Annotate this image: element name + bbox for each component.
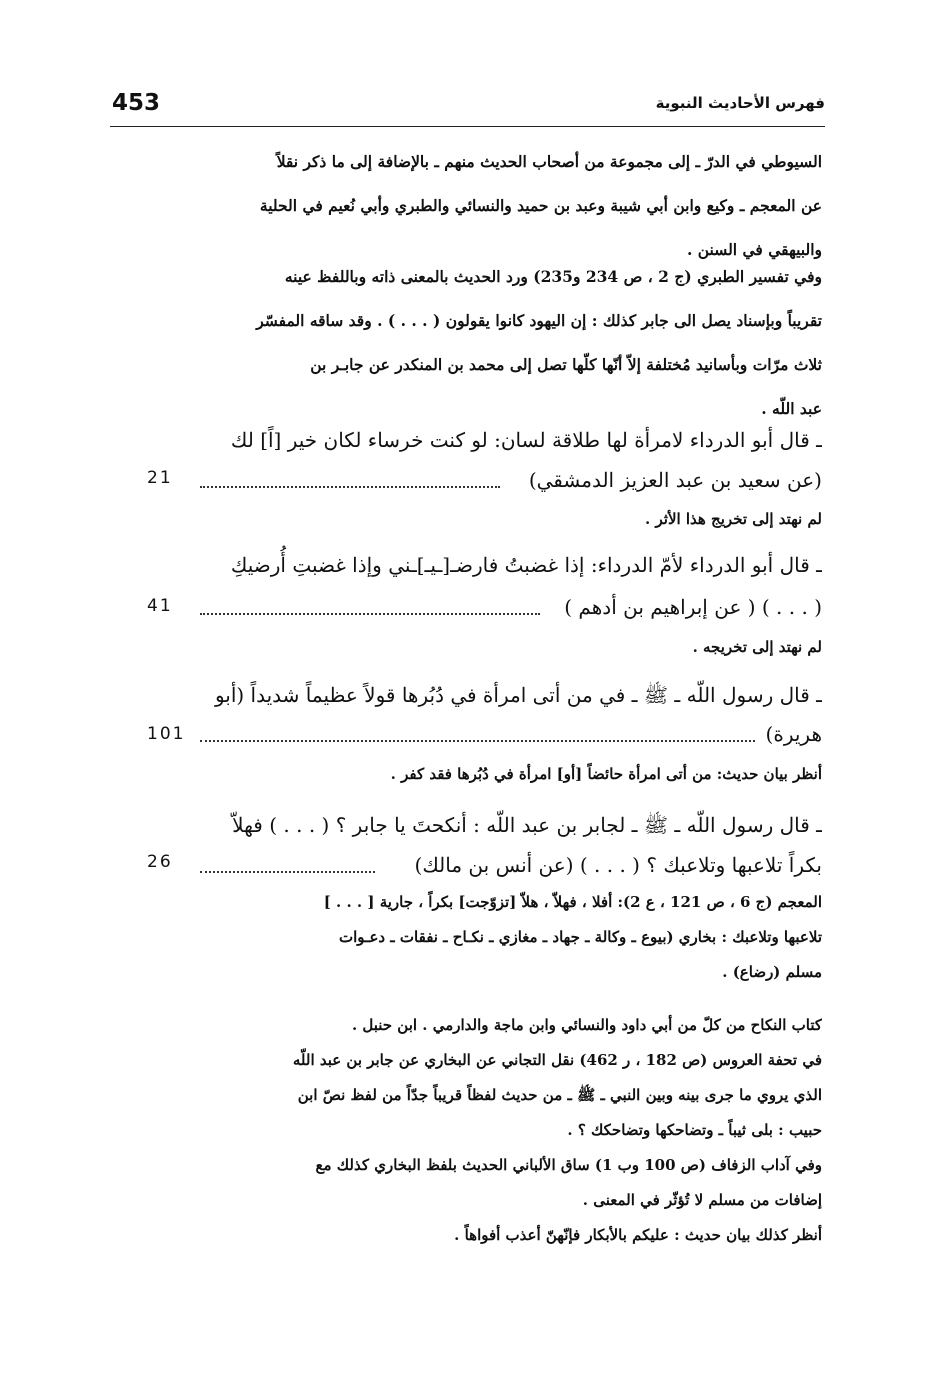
text-line: تقريباً وبإسناد يصل الى جابر كذلك : إن اليهود كانوا يقولون ( . . . ) . وقد ساقه المفسّر [256, 311, 822, 330]
note-line: أنظر كذلك بيان حديث : عليكم بالأبكار فإنّهنّ أعذب أفواهاً . [454, 1226, 822, 1244]
entry-source: ( . . . ) ( عن إبراهيم بن أدهم ) [564, 595, 822, 619]
leader-dots [200, 740, 755, 742]
hadith-entry-4 [190, 805, 822, 845]
entry-notes [190, 885, 822, 990]
leader-dots [200, 486, 500, 488]
text-line: عن المعجم ـ وكيع وابن أبي شيبة وعبد بن حميد والنسائي والطبري وأبي نُعيم في الحلية [259, 196, 822, 215]
entry-number: 26 [147, 852, 173, 872]
leader-dots [200, 871, 375, 873]
entry-reference-line [190, 714, 822, 754]
entry-text: ـ قال رسول اللّه ـ ﷺ ـ في من أتى امرأة في دُبُرها قولاً عظيماً شديداً (أبو [214, 683, 822, 707]
note-line: لم نهتد إلى تخريجه . [692, 638, 822, 656]
entry-note [190, 502, 822, 536]
note-line: أنظر بيان حديث: من أتى امرأة حائضاً [أو] امرأة في دُبُرها فقد كفر . [390, 765, 822, 783]
entry-text: ـ قال أبو الدرداء لامرأة لها طلاقة لسان: لو كنت خرساء لكان خير [اً] لك [230, 428, 822, 452]
hadith-entry-2 [190, 545, 822, 585]
note-line: الذي يروي ما جرى بينه وبين النبي ـ ﷺ ـ من حديث لفظاً قريباً جدّاً من لفظ نصّ ابن [297, 1086, 822, 1104]
entry-text: ـ قال رسول اللّه ـ ﷺ ـ لجابر بن عبد اللّه : أنكحتَ يا جابر ؟ ( . . . ) فهلاّ [232, 813, 822, 837]
page-header [110, 86, 825, 127]
entry-text: ـ قال أبو الدرداء لأمّ الدرداء: إذا غضبتُ فارضـ[ـيـ]ـني وإذا غضبتِ أُرضيكِ [230, 553, 822, 577]
text-line: وفي تفسير الطبري (ج 2 ، ص 234 و235) ورد الحديث بالمعنى ذاته وباللفظ عينه [284, 267, 822, 286]
entry-note [190, 630, 822, 664]
note-line: لم نهتد إلى تخريج هذا الأثر . [645, 510, 822, 528]
entry-reference-line [190, 845, 822, 885]
text-line: السيوطي في الدرّ ـ إلى مجموعة من أصحاب الحديث منهم ـ بالإضافة إلى ما ذكر نقلاً [276, 152, 822, 171]
note-line: حبيب : بلى ثيباً ـ وتضاحكها وتضاحكك ؟ . [567, 1121, 822, 1139]
intro-paragraph-2 [190, 255, 822, 431]
leader-dots [200, 613, 540, 615]
entry-number: 21 [147, 468, 173, 488]
intro-paragraph [190, 140, 822, 272]
text-line: عبد اللّه . [761, 399, 822, 418]
text-line: ثلاث مرّات وبأسانيد مُختلفة إلاّ أنّها كلّها تصل إلى محمد بن المنكدر عن جابـر بن [310, 355, 822, 374]
entry-source: (عن سعيد بن عبد العزيز الدمشقي) [528, 468, 822, 492]
text-line: والبيهقي في السنن . [686, 240, 822, 259]
entry-note [190, 757, 822, 791]
entry-number: 41 [147, 596, 173, 616]
note-line: وفي آداب الزفاف (ص 100 وب 1) ساق الألباني الحديث بلفظ البخاري كذلك مع [315, 1156, 822, 1174]
entry-source: بكراً تلاعبها وتلاعبك ؟ ( . . . ) (عن أنس بن مالك) [414, 853, 822, 877]
entry-notes-2 [190, 1008, 822, 1253]
entry-reference-line [190, 587, 822, 627]
note-line: إضافات من مسلم لا تُؤثّر في المعنى . [582, 1191, 822, 1209]
page-number: 453 [112, 90, 161, 116]
note-line: مسلم (رضاع) . [722, 963, 822, 981]
hadith-entry-1 [190, 420, 822, 460]
entry-source: هريرة) [765, 722, 822, 746]
note-line: في تحفة العروس (ص 182 ، ر 462) نقل التجاني عن البخاري عن جابر بن عبد اللّه [292, 1051, 822, 1069]
entry-reference-line [190, 460, 822, 500]
entry-number: 101 [147, 724, 186, 744]
note-line: كتاب النكاح من كلّ من أبي داود والنسائي وابن ماجة والدارمي . ابن حنبل . [351, 1016, 822, 1034]
hadith-entry-3 [190, 675, 822, 715]
note-line: المعجم (ج 6 ، ص 121 ، ع 2): أفلا ، فهلاّ ، هلاّ [تزوّجت] بكراً ، جارية [ . . . ] [323, 893, 822, 911]
note-line: تلاعبها وتلاعبك : بخاري (بيوع ـ وكالة ـ جهاد ـ مغازي ـ نكـاح ـ نفقات ـ دعـوات [339, 928, 822, 946]
running-title: فهرس الأحاديث النبوية [655, 94, 825, 112]
